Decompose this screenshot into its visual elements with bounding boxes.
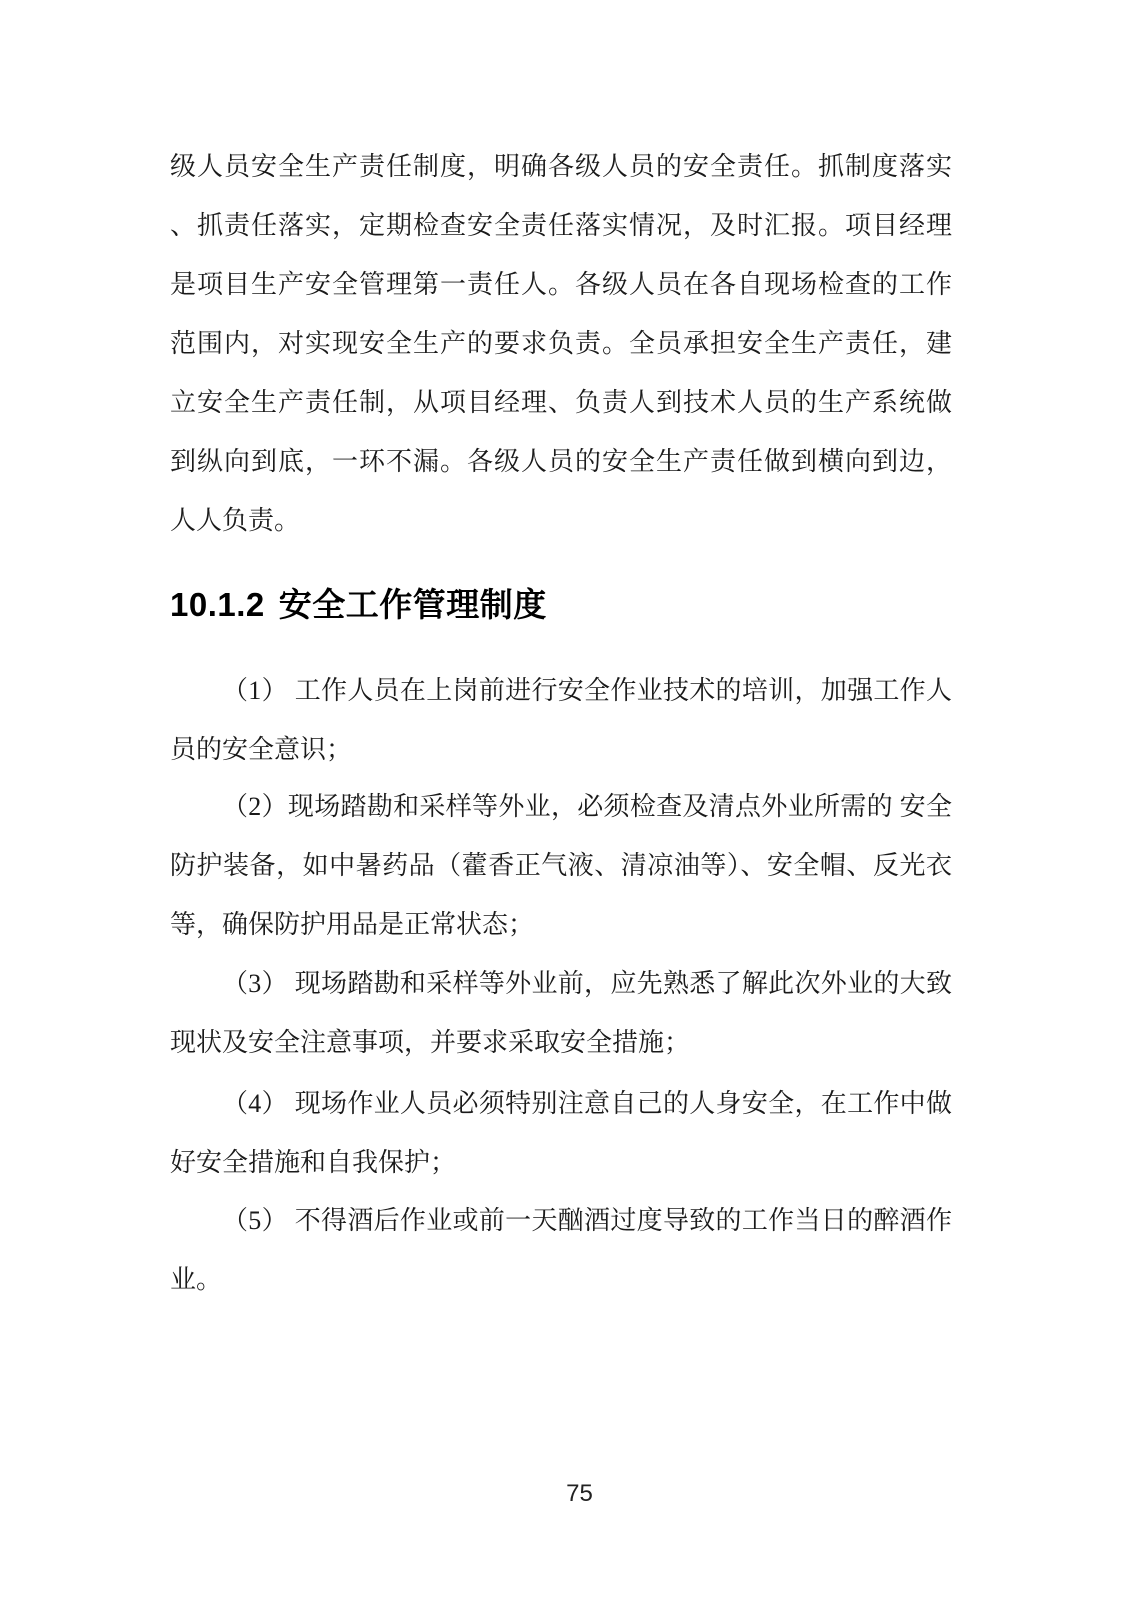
paragraph-line: 好安全措施和自我保护；	[170, 1148, 457, 1177]
paragraph-line: 到纵向到底，一环不漏。各级人员的安全生产责任做到横向到边，	[170, 447, 952, 476]
paragraph-line: 等，确保防护用品是正常状态；	[170, 910, 535, 939]
list-item-3	[170, 954, 952, 1072]
paragraph-line: 员的安全意识；	[170, 735, 353, 764]
page-number: 75	[566, 1480, 593, 1507]
list-item-5	[170, 1191, 952, 1309]
paragraph-line: （5） 不得酒后作业或前一天酗酒过度导致的工作当日的醉酒作	[222, 1206, 952, 1235]
section-heading	[170, 584, 547, 626]
paragraph-line: （2）现场踏勘和采样等外业，必须检查及清点外业所需的 安全	[222, 792, 952, 821]
paragraph-line: 立安全生产责任制，从项目经理、负责人到技术人员的生产系统做	[170, 388, 952, 417]
paragraph-line: 现状及安全注意事项，并要求采取安全措施；	[170, 1028, 691, 1057]
section-title: 安全工作管理制度	[278, 586, 547, 623]
paragraph-line: 人人负责。	[170, 506, 301, 535]
list-item-4	[170, 1074, 952, 1192]
section-number: 10.1.2	[170, 586, 265, 623]
list-item-1	[170, 661, 952, 779]
paragraph-line: 是项目生产安全管理第一责任人。各级人员在各自现场检查的工作	[170, 270, 952, 299]
paragraph-line: （1） 工作人员在上岗前进行安全作业技术的培训，加强工作人	[222, 676, 952, 705]
paragraph-line: （4） 现场作业人员必须特别注意自己的人身安全，在工作中做	[222, 1089, 952, 1118]
paragraph-line: 业。	[170, 1265, 223, 1294]
paragraph-line: 级人员安全生产责任制度，明确各级人员的安全责任。抓制度落实	[170, 152, 952, 181]
paragraph-line: 范围内，对实现安全生产的要求负责。全员承担安全生产责任，建	[170, 329, 952, 358]
list-item-2	[170, 777, 952, 954]
paragraph-continuation	[170, 137, 952, 550]
paragraph-line: 防护装备，如中暑药品（藿香正气液、清凉油等）、安全帽、反光衣	[170, 851, 952, 880]
paragraph-line: （3） 现场踏勘和采样等外业前，应先熟悉了解此次外业的大致	[222, 969, 952, 998]
paragraph-line: 、抓责任落实，定期检查安全责任落实情况，及时汇报。项目经理	[170, 211, 952, 240]
